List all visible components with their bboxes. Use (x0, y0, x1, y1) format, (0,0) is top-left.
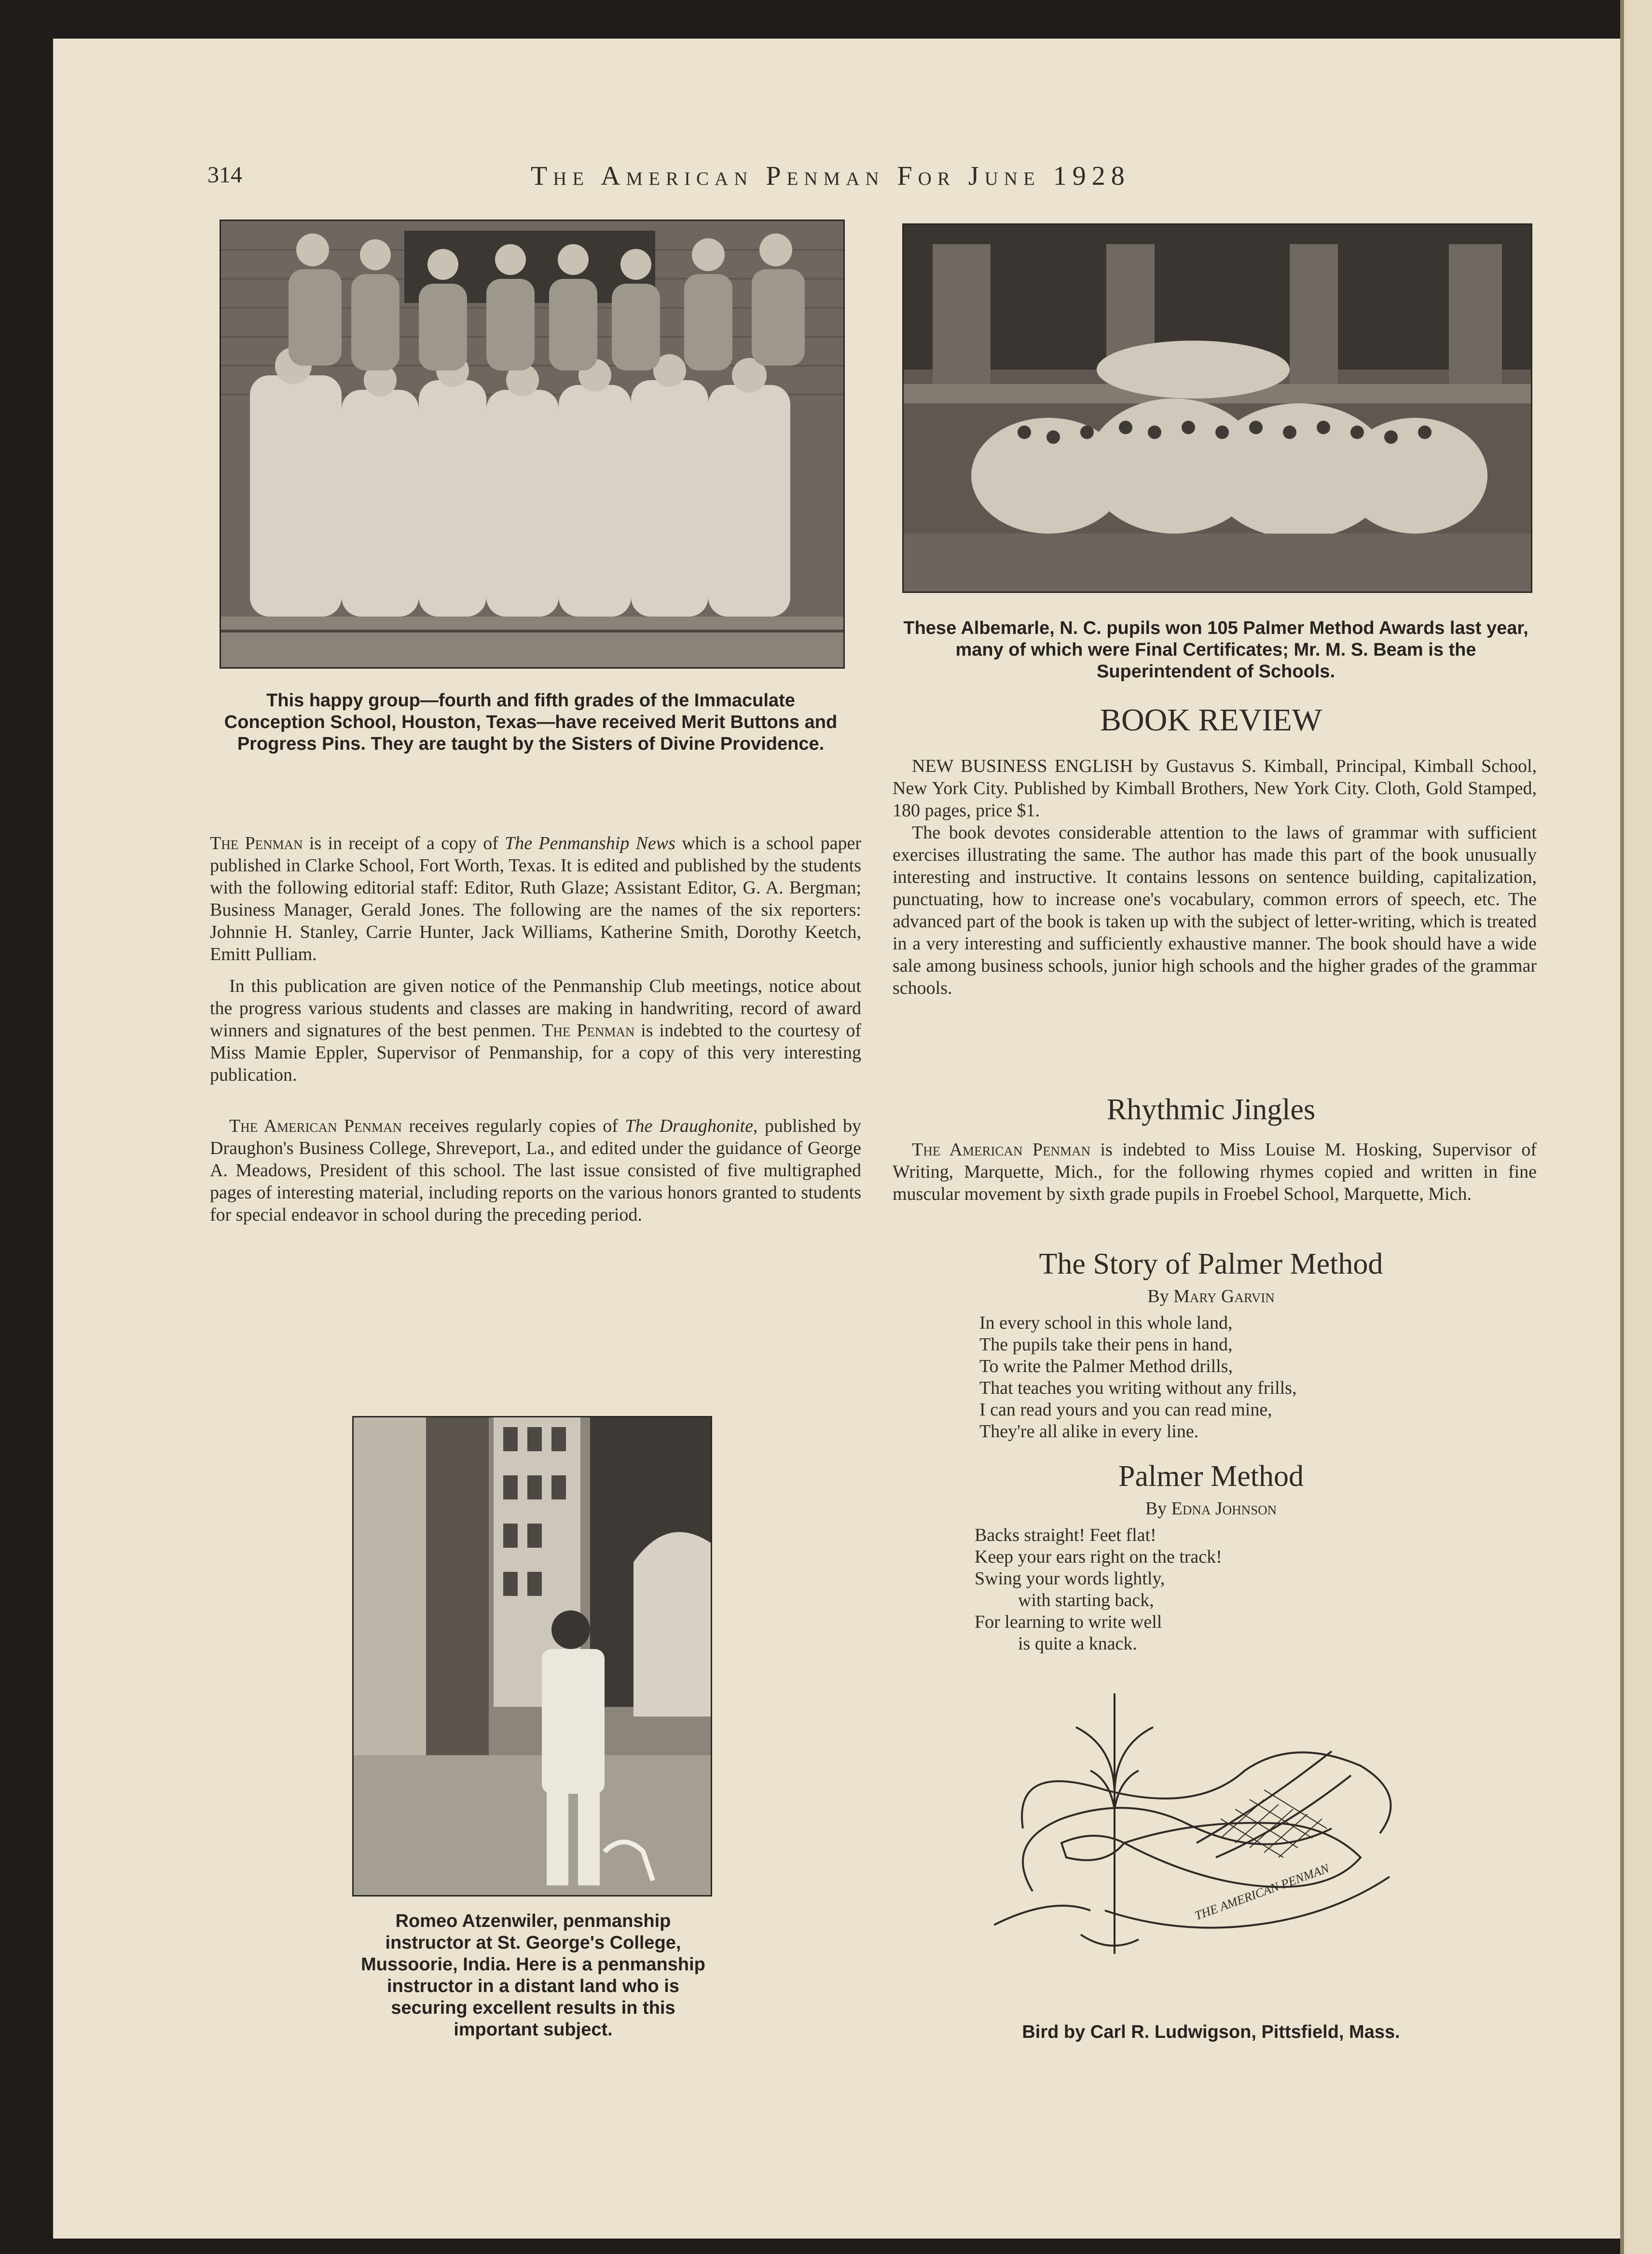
romeo-photo (352, 1416, 712, 1897)
romeo-photo-caption: Romeo Atzenwiler, penmanship instructor at St. George's College, Mussoorie, India. Here is a penmanship instructor in a distant land who is securing excellent results in this important subject. (361, 1911, 705, 2040)
para3-text-a: receives regularly copies of (401, 1116, 625, 1136)
bird-flourish-drawing (994, 1684, 1428, 1993)
para3-text-b: published by Draughon's Business College, Shreveport, La., and edited under the guidance of George A. Meadows, President of this school. The last issue consisted of five multigraphed pages of interesting material, including reports on the various honors granted to students for special endeavor in school during the preceding period. (210, 1116, 861, 1225)
poem-line: That teaches you writing without any frills, (979, 1378, 1297, 1398)
poem-line: Backs straight! Feet flat! (975, 1525, 1156, 1545)
albemarle-photo-caption: These Albemarle, N. C. pupils won 105 Palmer Method Awards last year, many of which were Final Certificates; Mr. M. S. Beam is the Superintendent of Schools. (903, 618, 1528, 682)
page-binding-edge (1620, 0, 1652, 2254)
poem1-title: The Story of Palmer Method (1039, 1248, 1383, 1280)
para1-text-a: is in receipt of a copy of (303, 833, 505, 853)
rhythmic-jingles-intro (893, 1139, 1537, 1215)
poem-line: For learning to write well (975, 1612, 1162, 1632)
poem1-lines (979, 1312, 1520, 1443)
poem2-author: Edna Johnson (1171, 1498, 1277, 1519)
poem-line: I can read yours and you can read mine, (979, 1400, 1272, 1420)
poem1-author: Mary Garvin (1173, 1286, 1275, 1306)
poem1-by: By (1147, 1286, 1169, 1306)
running-title: The American Penman For June 1928 (531, 161, 1130, 191)
poem-line: The pupils take their pens in hand, (979, 1334, 1233, 1355)
page-number: 314 (207, 162, 242, 188)
penmanship-news-title: The Penmanship News (505, 833, 675, 853)
penmanship-news-paragraph (210, 832, 861, 965)
running-header (207, 162, 1563, 195)
american-penman-lead: The American Penman (229, 1116, 402, 1136)
poem-line: They're all alike in every line. (979, 1421, 1199, 1442)
poem2-title: Palmer Method (1118, 1460, 1304, 1493)
poem2-byline (893, 1498, 1529, 1519)
left-column-articles (210, 832, 861, 1236)
penman-lead-2: The Penman (542, 1020, 635, 1041)
poem-line: To write the Palmer Method drills, (979, 1356, 1233, 1376)
poem2-lines (975, 1525, 1515, 1655)
poem-line: Keep your ears right on the track! (975, 1547, 1222, 1567)
jingles-intro-text: is indebted to Miss Louise M. Hosking, Supervisor of Writing, Marquette, Mich., for the following rhymes copied and written in fine muscular movement by sixth grade pupils in Froebel School, Marquette, Mich. (893, 1140, 1537, 1204)
book-review-details: NEW BUSINESS ENGLISH by Gustavus S. Kimball, Principal, Kimball School, New York City. Published by Kimball Brothers, New York City. Cloth, Gold Stamped, 180 pages, price $1. (893, 756, 1537, 821)
draughonite-paragraph (210, 1115, 861, 1226)
penmanship-bird-flourish (994, 1684, 1428, 1993)
para2-text-b: is indebted to the courtesy of Miss Mamie Eppler, Supervisor of Penmanship, for a copy of this very interesting publication. (210, 1020, 861, 1085)
book-review-heading: BOOK REVIEW (1100, 702, 1322, 738)
poem2-by: By (1145, 1498, 1167, 1519)
para2-text-a: In this publication are given notice of the Penmanship Club meetings, notice about the progress various students and classes are making in handwriting, record of award winners and signatures of the best penmen. (210, 976, 861, 1041)
draughonite-title: The Draughonite, (625, 1116, 758, 1136)
penman-lead: The Penman (210, 833, 303, 853)
rhythmic-jingles-heading: Rhythmic Jingles (1106, 1093, 1316, 1126)
bird-caption: Bird by Carl R. Ludwigson, Pittsfield, Mass. (1022, 2022, 1400, 2042)
bird-inscription: THE AMERICAN PENMAN (1193, 1861, 1331, 1923)
book-review-body: The book devotes considerable attention to the laws of grammar with sufficient exercises illustrating the same. The author has made this part of the book unusually interesting and instructive. It contains lessons on sentence building, capitalization, punctuating, how to increase one's vocabulary, common errors of speech, etc. The advanced part of the book is taken up with the subject of letter-writing, which is treated in a very interesting and sufficiently exhaustive manner. The book should have a wide sale among business schools, junior high schools and the higher grades of the grammar schools. (893, 823, 1537, 998)
poem-line: with starting back, (1018, 1590, 1154, 1610)
albemarle-photo (902, 223, 1532, 593)
publication-notice-paragraph (210, 975, 861, 1086)
jingles-lead: The American Penman (912, 1140, 1091, 1160)
book-review-text (893, 755, 1537, 1009)
group-photo-caption: This happy group—fourth and fifth grades of the Immaculate Conception School, Houston, Texas—have received Merit Buttons and Progress Pins. They are taught by the Sisters of Divine Providence. (224, 690, 838, 754)
poem1-byline (893, 1286, 1529, 1307)
jingles-intro-paragraph (893, 1139, 1537, 1205)
poem-line: In every school in this whole land, (979, 1313, 1233, 1333)
poem-line: Swing your words lightly, (975, 1568, 1165, 1589)
para1-text-b: which is a school paper published in Clarke School, Fort Worth, Texas. It is edited and published by the students with the following editorial staff: Editor, Ruth Glaze; Assistant Editor, G. A. Bergman; Business Manager, Gerald Jones. The following are the names of the six reporters: Johnnie H. Stanley, Carrie Hunter, Jack Williams, Katherine Smith, Dorothy Keetch, Emitt Pulliam. (210, 833, 862, 964)
group-photo (220, 220, 845, 669)
poem-line: is quite a knack. (1018, 1634, 1137, 1654)
